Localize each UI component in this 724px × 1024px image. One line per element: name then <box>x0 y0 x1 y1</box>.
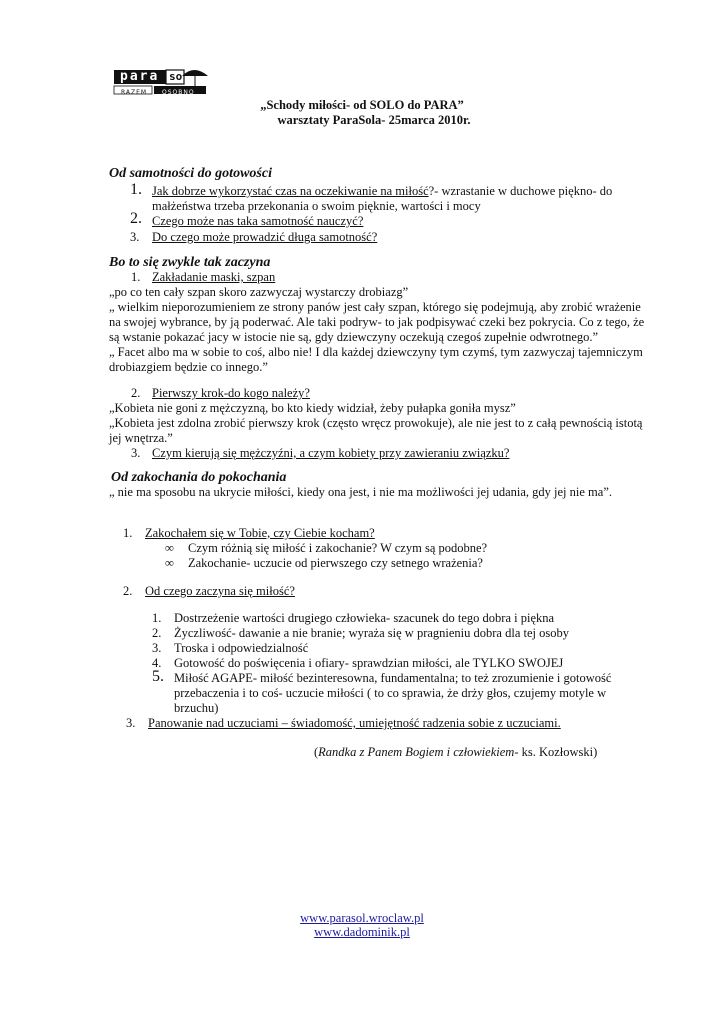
page-title: „Schody miłości- od SOLO do PARA” <box>260 98 464 112</box>
list-number: 2. <box>123 584 133 598</box>
page-subtitle: warsztaty ParaSola- 25marca 2010r. <box>277 113 471 127</box>
citation-author: - ks. Kozłowski) <box>514 745 598 759</box>
question-link-text: Jak dobrze wykorzystać czas na oczekiwanie na miłość <box>152 184 429 198</box>
sub-list-item-continuation: przebaczenia i to coś- uczucie miłości ( to co sprawia, że drży głos, czujemy motyle w <box>174 686 607 700</box>
footer-link-dadominik[interactable]: www.dadominik.pl <box>314 925 410 939</box>
quote-line: są wstanie pokazać jacy w istocie nie są, gdy dziewczyny oczekują czegoś zupełnie odwrotnego.” <box>109 330 599 344</box>
logo-sub-right: OSOBNO <box>162 89 195 96</box>
quote-line: „po co ten cały szpan skoro zazwyczaj wystarczy drobiazg” <box>109 285 409 299</box>
list-item-text: ?- wzrastanie w duchowe piękno- do <box>428 184 613 198</box>
section-heading-1: Od samotności do gotowości <box>109 166 272 181</box>
quote-line: „ nie ma sposobu na ukrycie miłości, kiedy ona jest, i nie ma możliwości jej udania, gdy jej nie ma”. <box>109 485 612 499</box>
section-heading-3: Od zakochania do pokochania <box>111 470 287 485</box>
sub-list-item: Miłość AGAPE- miłość bezinteresowna, fundamentalna; to też zrozumienie i gotowość <box>174 671 612 685</box>
logo-text-left: para <box>120 69 160 84</box>
list-item: Czym kierują się mężczyźni, a czym kobiety przy zawieraniu związku? <box>152 446 510 460</box>
sub-list-item: Gotowość do poświęcenia i ofiary- sprawdzian miłości, ale TYLKO SWOJEJ <box>174 656 564 670</box>
quote-line: jej wnętrza.” <box>109 431 173 445</box>
list-item: Zakładanie maski, szpan <box>152 270 276 284</box>
list-number: 1. <box>152 611 162 625</box>
bullet-item: Czym różnią się miłość i zakochanie? W czym są podobne? <box>188 541 488 555</box>
list-number: 1. <box>131 270 141 284</box>
list-number: 3. <box>131 446 141 460</box>
list-item-continuation: małżeństwa trzeba przekonania o swoim pięknie, wartości i mocy <box>152 199 481 213</box>
sub-list-item: Dostrzeżenie wartości drugiego człowieka- szacunek do tego dobra i piękna <box>174 611 555 625</box>
citation-open: ( <box>314 745 319 759</box>
list-item: Do czego może prowadzić długa samotność? <box>152 230 378 244</box>
list-item <box>152 184 612 199</box>
logo-text-box: so <box>169 70 183 83</box>
quote-line: „Kobieta nie goni z mężczyzną, bo kto kiedy widział, żeby pułapka goniła mysz” <box>109 401 516 415</box>
list-number: 1. <box>130 181 142 198</box>
quote-line: „ wielkim nieporozumieniem ze strony panów jest cały szpan, którego się podejmują, aby zrobić wrażenie <box>109 300 641 314</box>
list-item: Zakochałem się w Tobie, czy Ciebie kocham? <box>145 526 375 540</box>
sub-list-item: Życzliwość- dawanie a nie branie; wyraża się w pragnieniu dobra dla tej osoby <box>174 626 569 640</box>
bullet-item: Zakochanie- uczucie od pierwszego czy setnego wrażenia? <box>188 556 483 570</box>
list-number: 4. <box>152 656 162 670</box>
list-item: Panowanie nad uczuciami – świadomość, umiejętność radzenia sobie z uczuciami. <box>148 716 561 730</box>
quote-line: na swojej wybrance, by ją poderwać. Ale taki podryw- to jak podpisywać czeki bez pokrycia. Co z tego, że <box>109 315 645 329</box>
list-item: Pierwszy krok-do kogo należy? <box>152 386 310 400</box>
logo-sub-left: RAZEM <box>121 89 148 96</box>
list-number: 3. <box>152 641 162 655</box>
list-item: Od czego zaczyna się miłość? <box>145 584 295 598</box>
footer-link-parasol[interactable]: www.parasol.wroclaw.pl <box>300 911 424 925</box>
list-number: 2. <box>152 626 162 640</box>
list-number: 2. <box>131 386 141 400</box>
list-number: 1. <box>123 526 133 540</box>
list-item: Czego może nas taka samotność nauczyć? <box>152 214 364 228</box>
list-number: 2. <box>130 210 142 227</box>
quote-line: drobiazgiem będzie co innego.” <box>109 360 268 374</box>
list-number: 3. <box>126 716 136 730</box>
list-number: 3. <box>130 230 140 244</box>
list-number: 5. <box>152 668 164 685</box>
quote-line: „ Facet albo ma w sobie to coś, albo nie! I dla każdej dziewczyny tym czymś, tym zazwyczaj tajemniczym <box>109 345 643 359</box>
bullet-icon: ∞ <box>165 541 174 555</box>
quote-line: „Kobieta jest zdolna zrobić pierwszy krok (często wręcz prowokuje), ale nie jest to z całą pewnością istotą <box>109 416 643 430</box>
citation <box>314 745 597 760</box>
sub-list-item: Troska i odpowiedzialność <box>174 641 309 655</box>
section-heading-2: Bo to się zwykle tak zaczyna <box>109 255 271 270</box>
citation-title: Randka z Panem Bogiem i człowiekiem <box>318 745 515 759</box>
sub-list-item-continuation: brzuchu) <box>174 701 219 715</box>
bullet-icon: ∞ <box>165 556 174 570</box>
